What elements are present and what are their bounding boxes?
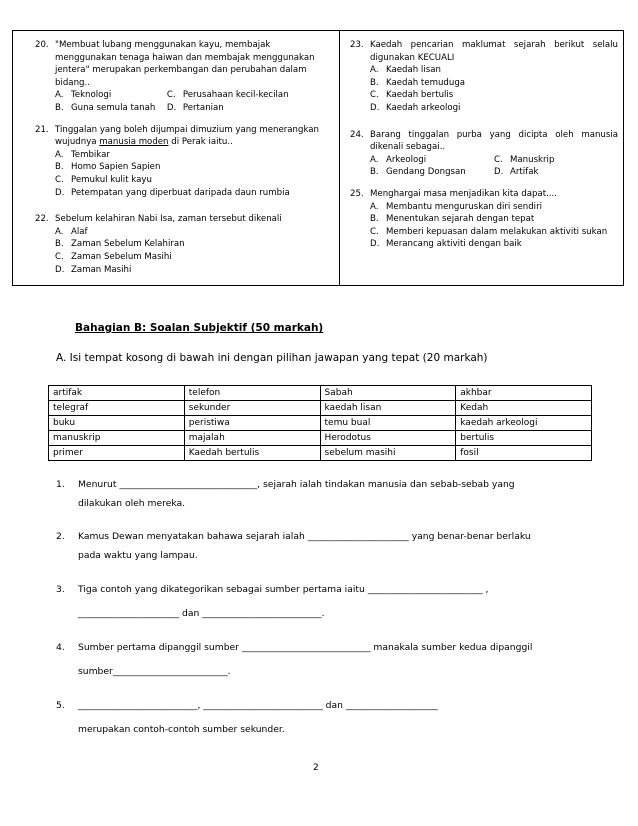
item-line: pada waktu yang lampau. bbox=[78, 550, 198, 561]
table-cell: artifak bbox=[49, 386, 185, 401]
table-cell: kaedah arkeologi bbox=[456, 416, 592, 431]
option: A. Membantu menguruskan diri sendiri bbox=[370, 201, 542, 212]
item-line: __________________________, __________________________ dan ____________________ bbox=[78, 700, 438, 711]
table-cell: primer bbox=[49, 446, 185, 461]
table-row bbox=[49, 401, 592, 416]
option-a: Arkeologi bbox=[386, 154, 427, 165]
right-column bbox=[350, 39, 618, 260]
option-c: Perusahaan kecil-kecilan bbox=[182, 90, 289, 101]
question-number: 20. bbox=[35, 40, 49, 50]
option-letter: D. bbox=[166, 102, 177, 113]
question-number: 23. bbox=[350, 40, 364, 50]
option-c: Manuskrip bbox=[510, 154, 555, 165]
question-number: 25. bbox=[350, 188, 364, 199]
option-row bbox=[55, 89, 331, 102]
option-row bbox=[370, 154, 618, 167]
word-bank-table bbox=[48, 385, 592, 461]
option-row bbox=[370, 166, 618, 179]
question-number: 21. bbox=[35, 124, 49, 135]
part-a-instruction: A. Isi tempat kosong di bawah ini dengan pilihan jawapan yang tepat (20 markah) bbox=[56, 352, 488, 364]
question-text: Barang tinggalan purba yang dicipta oleh manusia dikenali sebagai.. bbox=[370, 129, 618, 153]
option: B. Zaman Sebelum Kelahiran bbox=[55, 239, 185, 250]
table-cell: sekunder bbox=[184, 401, 320, 416]
table-row bbox=[49, 386, 592, 401]
item-line: sumber_________________________. bbox=[78, 666, 231, 677]
question-text: Sebelum kelahiran Nabi Isa, zaman tersebut dikenali bbox=[55, 214, 282, 225]
option: C. Memberi kepuasan dalam melakukan aktiviti sukan bbox=[370, 226, 608, 237]
left-column bbox=[35, 39, 331, 285]
option-letter: A. bbox=[370, 154, 379, 165]
option: A. Alaf bbox=[55, 226, 88, 237]
option-row bbox=[55, 102, 331, 115]
option: B. Kaedah temuduga bbox=[370, 77, 466, 88]
item-line: Sumber pertama dipanggil sumber ____________________________ manakala sumber kedua dipanggil bbox=[78, 642, 533, 653]
table-cell: fosil bbox=[456, 446, 592, 461]
item-line: Tiga contoh yang dikategorikan sebagai sumber pertama iaitu _________________________ , bbox=[78, 584, 489, 595]
table-cell: majalah bbox=[184, 431, 320, 446]
question-25 bbox=[350, 188, 618, 251]
question-23 bbox=[350, 39, 618, 115]
option-letter: D. bbox=[494, 167, 504, 178]
table-cell: kaedah lisan bbox=[320, 401, 456, 416]
table-cell: Herodotus bbox=[320, 431, 456, 446]
option-d: Artifak bbox=[510, 167, 539, 178]
question-20 bbox=[35, 39, 331, 115]
multiple-choice-box bbox=[12, 30, 624, 286]
table-row bbox=[49, 431, 592, 446]
option-letter: C. bbox=[494, 154, 503, 165]
table-cell: manuskrip bbox=[49, 431, 185, 446]
option-a: Teknologi bbox=[71, 90, 112, 101]
fill-item-3 bbox=[56, 583, 576, 620]
option: D. Kaedah arkeologi bbox=[370, 102, 461, 113]
option-letter: B. bbox=[55, 102, 64, 113]
option: C. Pemukul kulit kayu bbox=[55, 174, 152, 185]
question-text: "Membuat lubang menggunakan kayu, membajak menggunakan tenaga haiwan dan membajak menggunakan jentera" merupakan perkembangan dan perubahan dalam bidang.. bbox=[55, 40, 315, 88]
item-line: Menurut ______________________________, sejarah ialah tindakan manusia dan sebab-sebab yang bbox=[78, 479, 515, 490]
option: D. Petempatan yang diperbuat daripada daun rumbia bbox=[55, 187, 290, 198]
table-cell: bertulis bbox=[456, 431, 592, 446]
option-letter: B. bbox=[370, 167, 379, 178]
question-number: 22. bbox=[35, 214, 49, 225]
table-cell: temu bual bbox=[320, 416, 456, 431]
question-21 bbox=[35, 124, 331, 200]
table-cell: Kaedah bertulis bbox=[184, 446, 320, 461]
table-row bbox=[49, 446, 592, 461]
item-number: 1. bbox=[56, 479, 65, 490]
question-24 bbox=[350, 129, 618, 179]
table-cell: Kedah bbox=[456, 401, 592, 416]
option: B. Menentukan sejarah dengan tepat bbox=[370, 214, 535, 225]
question-22 bbox=[35, 213, 331, 276]
option: C. Kaedah bertulis bbox=[370, 90, 454, 101]
option: C. Zaman Sebelum Masihi bbox=[55, 251, 172, 262]
underlined-term: manusia moden bbox=[99, 137, 169, 148]
option-letter: A. bbox=[55, 90, 64, 101]
option: B. Homo Sapien Sapien bbox=[55, 162, 161, 173]
table-cell: peristiwa bbox=[184, 416, 320, 431]
item-number: 4. bbox=[56, 642, 65, 653]
table-cell: Sabah bbox=[320, 386, 456, 401]
item-number: 3. bbox=[56, 584, 65, 595]
question-text: Menghargai masa menjadikan kita dapat.... bbox=[370, 188, 557, 199]
table-cell: akhbar bbox=[456, 386, 592, 401]
table-cell: telegraf bbox=[49, 401, 185, 416]
fill-item-4 bbox=[56, 641, 576, 678]
option: A. Tembikar bbox=[55, 149, 110, 160]
fill-in-items bbox=[56, 478, 576, 736]
fill-item-1 bbox=[56, 478, 576, 510]
item-number: 5. bbox=[56, 700, 65, 711]
option: D. Merancang aktiviti dengan baik bbox=[370, 239, 522, 250]
option: D. Zaman Masihi bbox=[55, 264, 132, 275]
option-d: Pertanian bbox=[182, 102, 224, 113]
question-text: Kaedah pencarian maklumat sejarah berikut selalu digunakan KECUALI bbox=[370, 40, 618, 63]
question-text: Tinggalan yang boleh dijumpai dimuzium yang menerangkan wujudnya manusia moden di Perak iaitu.. bbox=[55, 124, 319, 148]
fill-item-2 bbox=[56, 530, 576, 562]
option-b: Guna semula tanah bbox=[71, 102, 156, 113]
option-letter: C. bbox=[166, 90, 176, 101]
item-line: Kamus Dewan menyatakan bahawa sejarah ialah ______________________ yang benar-benar berlaku bbox=[78, 531, 531, 542]
table-cell: buku bbox=[49, 416, 185, 431]
table-row bbox=[49, 416, 592, 431]
item-line: merupakan contoh-contoh sumber sekunder. bbox=[78, 724, 285, 735]
item-number: 2. bbox=[56, 531, 65, 542]
option-b: Gendang Dongsan bbox=[386, 167, 466, 178]
item-line: dilakukan oleh mereka. bbox=[78, 498, 186, 509]
option: A. Kaedah lisan bbox=[370, 65, 441, 76]
column-divider bbox=[339, 31, 340, 285]
item-line: ______________________ dan __________________________. bbox=[78, 608, 325, 619]
section-title: Bahagian B: Soalan Subjektif (50 markah) bbox=[75, 322, 324, 334]
table-cell: telefon bbox=[184, 386, 320, 401]
table-cell: sebelum masihi bbox=[320, 446, 456, 461]
question-number: 24. bbox=[350, 129, 364, 140]
page-number: 2 bbox=[313, 763, 319, 773]
fill-item-5 bbox=[56, 699, 576, 736]
